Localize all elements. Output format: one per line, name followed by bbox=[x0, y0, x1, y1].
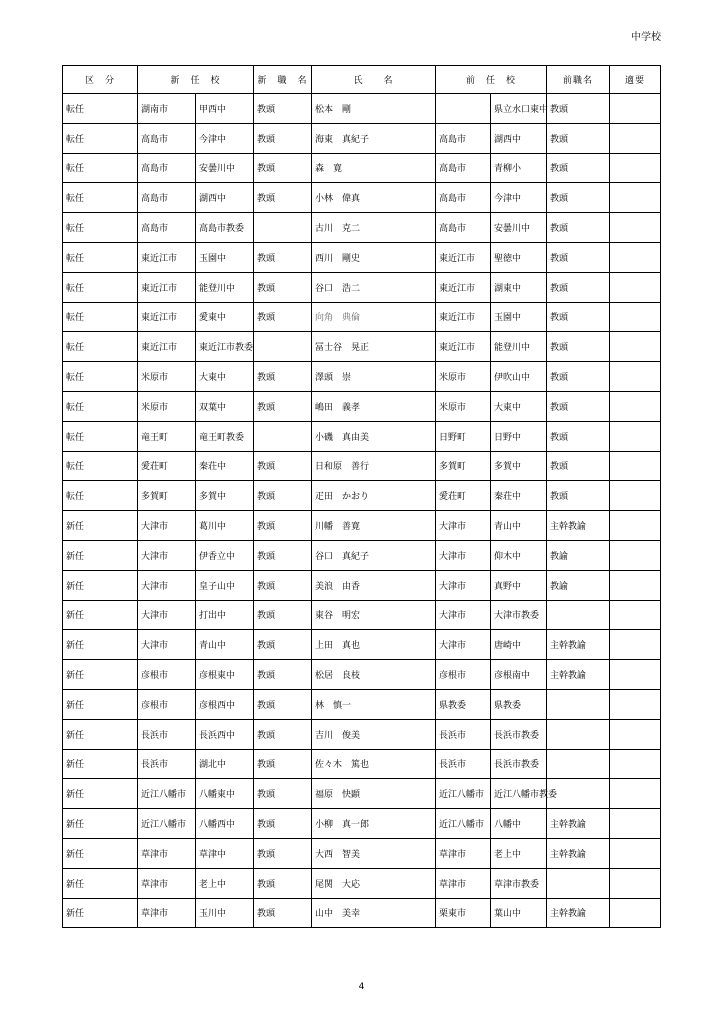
cell-new-municipality: 湖南市 bbox=[138, 94, 196, 124]
cell-new-school: 玉川中 bbox=[196, 898, 254, 928]
cell-new-school: 秦荘中 bbox=[196, 451, 254, 481]
cell-new-position: 教頭 bbox=[254, 451, 312, 481]
cell-prev-school: 近江八幡市教委 bbox=[491, 779, 547, 809]
personnel-table bbox=[62, 65, 661, 928]
cell-prev-school: 安曇川中 bbox=[491, 213, 547, 243]
cell-new-school: 東近江市教委 bbox=[196, 332, 254, 362]
cell-new-position bbox=[254, 332, 312, 362]
cell-new-municipality: 高島市 bbox=[138, 183, 196, 213]
cell-new-position bbox=[254, 421, 312, 451]
cell-prev-municipality: 高島市 bbox=[436, 123, 491, 153]
cell-prev-municipality: 米原市 bbox=[436, 391, 491, 421]
cell-prev-position: 主幹教諭 bbox=[547, 809, 610, 839]
cell-prev-municipality: 高島市 bbox=[436, 153, 491, 183]
cell-prev-school: 彦根南中 bbox=[491, 660, 547, 690]
header-category: 区 分 bbox=[63, 66, 138, 94]
cell-name: 川幡 善寛 bbox=[312, 511, 436, 541]
cell-new-position: 教頭 bbox=[254, 302, 312, 332]
table-row bbox=[63, 153, 661, 183]
cell-new-school: 八幡西中 bbox=[196, 809, 254, 839]
cell-new-position: 教頭 bbox=[254, 272, 312, 302]
table-row bbox=[63, 719, 661, 749]
cell-name: 松本 剛 bbox=[312, 94, 436, 124]
cell-new-position: 教頭 bbox=[254, 242, 312, 272]
cell-new-school: 打出中 bbox=[196, 600, 254, 630]
cell-new-municipality: 東近江市 bbox=[138, 272, 196, 302]
cell-remarks bbox=[610, 511, 661, 541]
table-row bbox=[63, 809, 661, 839]
cell-prev-municipality: 東近江市 bbox=[436, 242, 491, 272]
table-row bbox=[63, 94, 661, 124]
cell-prev-municipality: 県教委 bbox=[436, 689, 491, 719]
cell-new-municipality: 高島市 bbox=[138, 123, 196, 153]
cell-new-municipality: 米原市 bbox=[138, 362, 196, 392]
cell-new-position: 教頭 bbox=[254, 570, 312, 600]
cell-new-school: 高島市教委 bbox=[196, 213, 254, 243]
cell-category: 新任 bbox=[63, 809, 138, 839]
cell-remarks bbox=[610, 123, 661, 153]
table-row bbox=[63, 630, 661, 660]
cell-remarks bbox=[610, 153, 661, 183]
cell-name: 福原 快顕 bbox=[312, 779, 436, 809]
cell-prev-municipality: 近江八幡市 bbox=[436, 779, 491, 809]
cell-new-school: 安曇川中 bbox=[196, 153, 254, 183]
cell-new-position: 教頭 bbox=[254, 719, 312, 749]
cell-category: 転任 bbox=[63, 272, 138, 302]
cell-name: 美浪 由香 bbox=[312, 570, 436, 600]
cell-prev-position: 教頭 bbox=[547, 362, 610, 392]
cell-new-municipality: 多賀町 bbox=[138, 481, 196, 511]
cell-name: 疋田 かおり bbox=[312, 481, 436, 511]
cell-name: 谷口 浩二 bbox=[312, 272, 436, 302]
cell-name: 日和原 善行 bbox=[312, 451, 436, 481]
cell-new-school: 双葉中 bbox=[196, 391, 254, 421]
cell-category: 転任 bbox=[63, 242, 138, 272]
cell-prev-school: 草津市教委 bbox=[491, 868, 547, 898]
cell-name: 松居 良枝 bbox=[312, 660, 436, 690]
cell-category: 新任 bbox=[63, 570, 138, 600]
cell-new-school: 葛川中 bbox=[196, 511, 254, 541]
cell-category: 転任 bbox=[63, 94, 138, 124]
cell-prev-school: 能登川中 bbox=[491, 332, 547, 362]
cell-remarks bbox=[610, 779, 661, 809]
table-row bbox=[63, 451, 661, 481]
cell-new-position: 教頭 bbox=[254, 809, 312, 839]
cell-prev-school: 唐崎中 bbox=[491, 630, 547, 660]
cell-category: 新任 bbox=[63, 749, 138, 779]
table-row bbox=[63, 421, 661, 451]
cell-category: 転任 bbox=[63, 362, 138, 392]
cell-remarks bbox=[610, 391, 661, 421]
cell-new-municipality: 大津市 bbox=[138, 600, 196, 630]
cell-new-municipality: 長浜市 bbox=[138, 719, 196, 749]
cell-prev-municipality: 長浜市 bbox=[436, 719, 491, 749]
header-remarks: 適要 bbox=[610, 66, 661, 94]
cell-new-position: 教頭 bbox=[254, 838, 312, 868]
cell-name: 向角 典倫 bbox=[312, 302, 436, 332]
cell-prev-school: 県立水口東中 bbox=[491, 94, 547, 124]
cell-new-position: 教頭 bbox=[254, 183, 312, 213]
cell-category: 新任 bbox=[63, 540, 138, 570]
table-row bbox=[63, 511, 661, 541]
cell-prev-municipality: 大津市 bbox=[436, 511, 491, 541]
cell-new-school: 皇子山中 bbox=[196, 570, 254, 600]
cell-name: 冨士谷 晃正 bbox=[312, 332, 436, 362]
cell-new-school: 能登川中 bbox=[196, 272, 254, 302]
cell-name: 澤頭 崇 bbox=[312, 362, 436, 392]
cell-name: 林 慎一 bbox=[312, 689, 436, 719]
cell-new-municipality: 愛荘町 bbox=[138, 451, 196, 481]
cell-new-position: 教頭 bbox=[254, 868, 312, 898]
cell-name: 上田 真也 bbox=[312, 630, 436, 660]
table-row bbox=[63, 272, 661, 302]
cell-prev-position: 教諭 bbox=[547, 570, 610, 600]
cell-category: 新任 bbox=[63, 898, 138, 928]
cell-new-position: 教頭 bbox=[254, 540, 312, 570]
cell-new-school: 伊香立中 bbox=[196, 540, 254, 570]
cell-new-municipality: 高島市 bbox=[138, 213, 196, 243]
cell-new-municipality: 大津市 bbox=[138, 630, 196, 660]
cell-remarks bbox=[610, 570, 661, 600]
cell-new-municipality: 東近江市 bbox=[138, 302, 196, 332]
header-previous-position: 前職名 bbox=[547, 66, 610, 94]
cell-remarks bbox=[610, 630, 661, 660]
cell-prev-municipality: 高島市 bbox=[436, 213, 491, 243]
cell-new-municipality: 大津市 bbox=[138, 570, 196, 600]
cell-prev-position: 教頭 bbox=[547, 451, 610, 481]
table-row bbox=[63, 213, 661, 243]
cell-category: 新任 bbox=[63, 868, 138, 898]
cell-prev-school: 県教委 bbox=[491, 689, 547, 719]
cell-remarks bbox=[610, 481, 661, 511]
cell-prev-municipality: 近江八幡市 bbox=[436, 809, 491, 839]
cell-name: 小磯 真由美 bbox=[312, 421, 436, 451]
cell-prev-position: 教頭 bbox=[547, 391, 610, 421]
cell-new-school: 愛東中 bbox=[196, 302, 254, 332]
cell-prev-municipality: 東近江市 bbox=[436, 272, 491, 302]
table-row bbox=[63, 302, 661, 332]
table-row bbox=[63, 868, 661, 898]
table-row bbox=[63, 749, 661, 779]
cell-prev-school: 真野中 bbox=[491, 570, 547, 600]
table-body bbox=[63, 94, 661, 928]
cell-remarks bbox=[610, 242, 661, 272]
cell-category: 転任 bbox=[63, 123, 138, 153]
cell-new-school: 八幡東中 bbox=[196, 779, 254, 809]
cell-prev-school: 伊吹山中 bbox=[491, 362, 547, 392]
table-row bbox=[63, 332, 661, 362]
table-row bbox=[63, 540, 661, 570]
cell-prev-position: 教頭 bbox=[547, 332, 610, 362]
cell-remarks bbox=[610, 362, 661, 392]
cell-category: 新任 bbox=[63, 660, 138, 690]
table-header-row bbox=[63, 66, 661, 94]
header-previous-school: 前 任 校 bbox=[436, 66, 547, 94]
cell-new-position: 教頭 bbox=[254, 600, 312, 630]
cell-name: 海東 真紀子 bbox=[312, 123, 436, 153]
cell-remarks bbox=[610, 94, 661, 124]
cell-category: 新任 bbox=[63, 600, 138, 630]
table-row bbox=[63, 391, 661, 421]
cell-category: 転任 bbox=[63, 332, 138, 362]
table-row bbox=[63, 183, 661, 213]
cell-prev-school: 青柳小 bbox=[491, 153, 547, 183]
header-name: 氏 名 bbox=[312, 66, 436, 94]
cell-prev-position: 主幹教諭 bbox=[547, 630, 610, 660]
cell-new-municipality: 草津市 bbox=[138, 838, 196, 868]
cell-new-position: 教頭 bbox=[254, 362, 312, 392]
cell-prev-municipality: 東近江市 bbox=[436, 332, 491, 362]
cell-new-school: 今津中 bbox=[196, 123, 254, 153]
cell-name: 森 寛 bbox=[312, 153, 436, 183]
cell-new-municipality: 大津市 bbox=[138, 511, 196, 541]
cell-prev-position bbox=[547, 689, 610, 719]
cell-new-municipality: 近江八幡市 bbox=[138, 779, 196, 809]
cell-new-position: 教頭 bbox=[254, 391, 312, 421]
cell-prev-position: 教頭 bbox=[547, 421, 610, 451]
cell-new-municipality: 大津市 bbox=[138, 540, 196, 570]
cell-prev-position: 主幹教諭 bbox=[547, 511, 610, 541]
cell-prev-municipality: 彦根市 bbox=[436, 660, 491, 690]
cell-new-position: 教頭 bbox=[254, 481, 312, 511]
cell-remarks bbox=[610, 809, 661, 839]
school-level-label: 中学校 bbox=[631, 32, 661, 43]
table-row bbox=[63, 242, 661, 272]
cell-new-municipality: 長浜市 bbox=[138, 749, 196, 779]
cell-prev-municipality: 栗東市 bbox=[436, 898, 491, 928]
cell-prev-school: 大津市教委 bbox=[491, 600, 547, 630]
cell-name: 尾関 大応 bbox=[312, 868, 436, 898]
cell-name: 小林 偉真 bbox=[312, 183, 436, 213]
cell-prev-position: 主幹教諭 bbox=[547, 838, 610, 868]
table-row bbox=[63, 123, 661, 153]
cell-new-position: 教頭 bbox=[254, 660, 312, 690]
cell-category: 転任 bbox=[63, 153, 138, 183]
cell-new-municipality: 竜王町 bbox=[138, 421, 196, 451]
cell-new-position: 教頭 bbox=[254, 94, 312, 124]
cell-name: 西川 剛史 bbox=[312, 242, 436, 272]
cell-name: 古川 克二 bbox=[312, 213, 436, 243]
table-row bbox=[63, 898, 661, 928]
cell-new-school: 甲西中 bbox=[196, 94, 254, 124]
cell-remarks bbox=[610, 183, 661, 213]
cell-new-school: 玉園中 bbox=[196, 242, 254, 272]
cell-remarks bbox=[610, 689, 661, 719]
cell-new-municipality: 東近江市 bbox=[138, 242, 196, 272]
cell-new-school: 竜王町教委 bbox=[196, 421, 254, 451]
header-new-school: 新 任 校 bbox=[138, 66, 254, 94]
cell-prev-school: 今津中 bbox=[491, 183, 547, 213]
cell-prev-position: 教頭 bbox=[547, 123, 610, 153]
cell-prev-position bbox=[547, 719, 610, 749]
table-row bbox=[63, 481, 661, 511]
table-row bbox=[63, 838, 661, 868]
cell-prev-municipality: 日野町 bbox=[436, 421, 491, 451]
cell-remarks bbox=[610, 421, 661, 451]
cell-new-municipality: 草津市 bbox=[138, 898, 196, 928]
cell-category: 転任 bbox=[63, 302, 138, 332]
cell-prev-school: 日野中 bbox=[491, 421, 547, 451]
cell-category: 新任 bbox=[63, 689, 138, 719]
table-row bbox=[63, 570, 661, 600]
cell-prev-position: 教頭 bbox=[547, 94, 610, 124]
cell-category: 転任 bbox=[63, 451, 138, 481]
header-new-position: 新 職 名 bbox=[254, 66, 312, 94]
cell-prev-school: 大東中 bbox=[491, 391, 547, 421]
cell-category: 新任 bbox=[63, 630, 138, 660]
cell-remarks bbox=[610, 600, 661, 630]
cell-new-school: 彦根西中 bbox=[196, 689, 254, 719]
cell-prev-municipality: 多賀町 bbox=[436, 451, 491, 481]
cell-new-school: 湖西中 bbox=[196, 183, 254, 213]
cell-prev-position: 教頭 bbox=[547, 242, 610, 272]
cell-new-school: 草津中 bbox=[196, 838, 254, 868]
cell-prev-school: 葉山中 bbox=[491, 898, 547, 928]
cell-remarks bbox=[610, 302, 661, 332]
cell-remarks bbox=[610, 868, 661, 898]
cell-prev-school: 八幡中 bbox=[491, 809, 547, 839]
cell-category: 転任 bbox=[63, 421, 138, 451]
cell-prev-position: 教頭 bbox=[547, 183, 610, 213]
cell-remarks bbox=[610, 213, 661, 243]
cell-prev-municipality: 東近江市 bbox=[436, 302, 491, 332]
cell-new-municipality: 近江八幡市 bbox=[138, 809, 196, 839]
cell-prev-municipality: 愛荘町 bbox=[436, 481, 491, 511]
cell-remarks bbox=[610, 898, 661, 928]
cell-prev-school: 玉園中 bbox=[491, 302, 547, 332]
cell-prev-position: 教頭 bbox=[547, 153, 610, 183]
cell-prev-school: 仰木中 bbox=[491, 540, 547, 570]
cell-name: 佐々木 篤也 bbox=[312, 749, 436, 779]
page-number: 4 bbox=[358, 982, 365, 992]
cell-prev-municipality: 草津市 bbox=[436, 838, 491, 868]
cell-new-school: 長浜西中 bbox=[196, 719, 254, 749]
cell-name: 山中 美幸 bbox=[312, 898, 436, 928]
cell-remarks bbox=[610, 451, 661, 481]
cell-category: 転任 bbox=[63, 391, 138, 421]
cell-category: 転任 bbox=[63, 213, 138, 243]
cell-prev-position bbox=[547, 600, 610, 630]
cell-remarks bbox=[610, 749, 661, 779]
cell-category: 新任 bbox=[63, 838, 138, 868]
cell-name: 大西 智美 bbox=[312, 838, 436, 868]
cell-prev-municipality: 長浜市 bbox=[436, 749, 491, 779]
cell-prev-municipality: 草津市 bbox=[436, 868, 491, 898]
cell-new-school: 多賀中 bbox=[196, 481, 254, 511]
cell-prev-position: 教頭 bbox=[547, 213, 610, 243]
cell-prev-municipality: 大津市 bbox=[436, 540, 491, 570]
cell-category: 新任 bbox=[63, 719, 138, 749]
cell-new-position: 教頭 bbox=[254, 630, 312, 660]
cell-prev-position bbox=[547, 868, 610, 898]
cell-new-position: 教頭 bbox=[254, 779, 312, 809]
cell-new-municipality: 彦根市 bbox=[138, 660, 196, 690]
cell-category: 転任 bbox=[63, 481, 138, 511]
cell-prev-municipality: 高島市 bbox=[436, 183, 491, 213]
cell-prev-school: 青山中 bbox=[491, 511, 547, 541]
cell-prev-school: 湖西中 bbox=[491, 123, 547, 153]
cell-new-municipality: 草津市 bbox=[138, 868, 196, 898]
cell-prev-school: 秦荘中 bbox=[491, 481, 547, 511]
cell-prev-school: 長浜市教委 bbox=[491, 749, 547, 779]
cell-new-municipality: 東近江市 bbox=[138, 332, 196, 362]
cell-remarks bbox=[610, 332, 661, 362]
cell-new-municipality: 彦根市 bbox=[138, 689, 196, 719]
cell-new-school: 湖北中 bbox=[196, 749, 254, 779]
table-row bbox=[63, 362, 661, 392]
cell-remarks bbox=[610, 272, 661, 302]
cell-new-position: 教頭 bbox=[254, 123, 312, 153]
cell-remarks bbox=[610, 660, 661, 690]
cell-new-school: 老上中 bbox=[196, 868, 254, 898]
cell-prev-municipality: 米原市 bbox=[436, 362, 491, 392]
cell-new-position: 教頭 bbox=[254, 511, 312, 541]
cell-prev-position bbox=[547, 749, 610, 779]
cell-new-school: 大東中 bbox=[196, 362, 254, 392]
cell-name: 吉川 俊美 bbox=[312, 719, 436, 749]
cell-name: 谷口 真紀子 bbox=[312, 540, 436, 570]
cell-prev-municipality: 大津市 bbox=[436, 570, 491, 600]
cell-prev-municipality bbox=[436, 94, 491, 124]
cell-new-school: 青山中 bbox=[196, 630, 254, 660]
cell-prev-school: 湖東中 bbox=[491, 272, 547, 302]
table-row bbox=[63, 660, 661, 690]
cell-name: 小柳 真一郎 bbox=[312, 809, 436, 839]
cell-prev-school: 老上中 bbox=[491, 838, 547, 868]
table-row bbox=[63, 600, 661, 630]
cell-new-position: 教頭 bbox=[254, 153, 312, 183]
cell-new-position bbox=[254, 213, 312, 243]
cell-prev-school: 聖徳中 bbox=[491, 242, 547, 272]
cell-remarks bbox=[610, 838, 661, 868]
cell-prev-municipality: 大津市 bbox=[436, 600, 491, 630]
cell-prev-position: 主幹教諭 bbox=[547, 660, 610, 690]
cell-remarks bbox=[610, 540, 661, 570]
table-row bbox=[63, 779, 661, 809]
cell-remarks bbox=[610, 719, 661, 749]
table-row bbox=[63, 689, 661, 719]
cell-new-position: 教頭 bbox=[254, 898, 312, 928]
cell-prev-position: 教頭 bbox=[547, 272, 610, 302]
cell-category: 新任 bbox=[63, 511, 138, 541]
cell-new-position: 教頭 bbox=[254, 689, 312, 719]
cell-new-municipality: 米原市 bbox=[138, 391, 196, 421]
cell-name: 嶋田 義孝 bbox=[312, 391, 436, 421]
cell-prev-position: 教頭 bbox=[547, 481, 610, 511]
cell-prev-school: 多賀中 bbox=[491, 451, 547, 481]
cell-new-school: 彦根東中 bbox=[196, 660, 254, 690]
cell-category: 転任 bbox=[63, 183, 138, 213]
cell-prev-position: 主幹教諭 bbox=[547, 898, 610, 928]
cell-prev-school: 長浜市教委 bbox=[491, 719, 547, 749]
cell-name: 東谷 明宏 bbox=[312, 600, 436, 630]
cell-prev-position: 教諭 bbox=[547, 540, 610, 570]
cell-new-position: 教頭 bbox=[254, 749, 312, 779]
cell-prev-municipality: 大津市 bbox=[436, 630, 491, 660]
cell-category: 新任 bbox=[63, 779, 138, 809]
cell-prev-position: 教頭 bbox=[547, 302, 610, 332]
cell-new-municipality: 高島市 bbox=[138, 153, 196, 183]
